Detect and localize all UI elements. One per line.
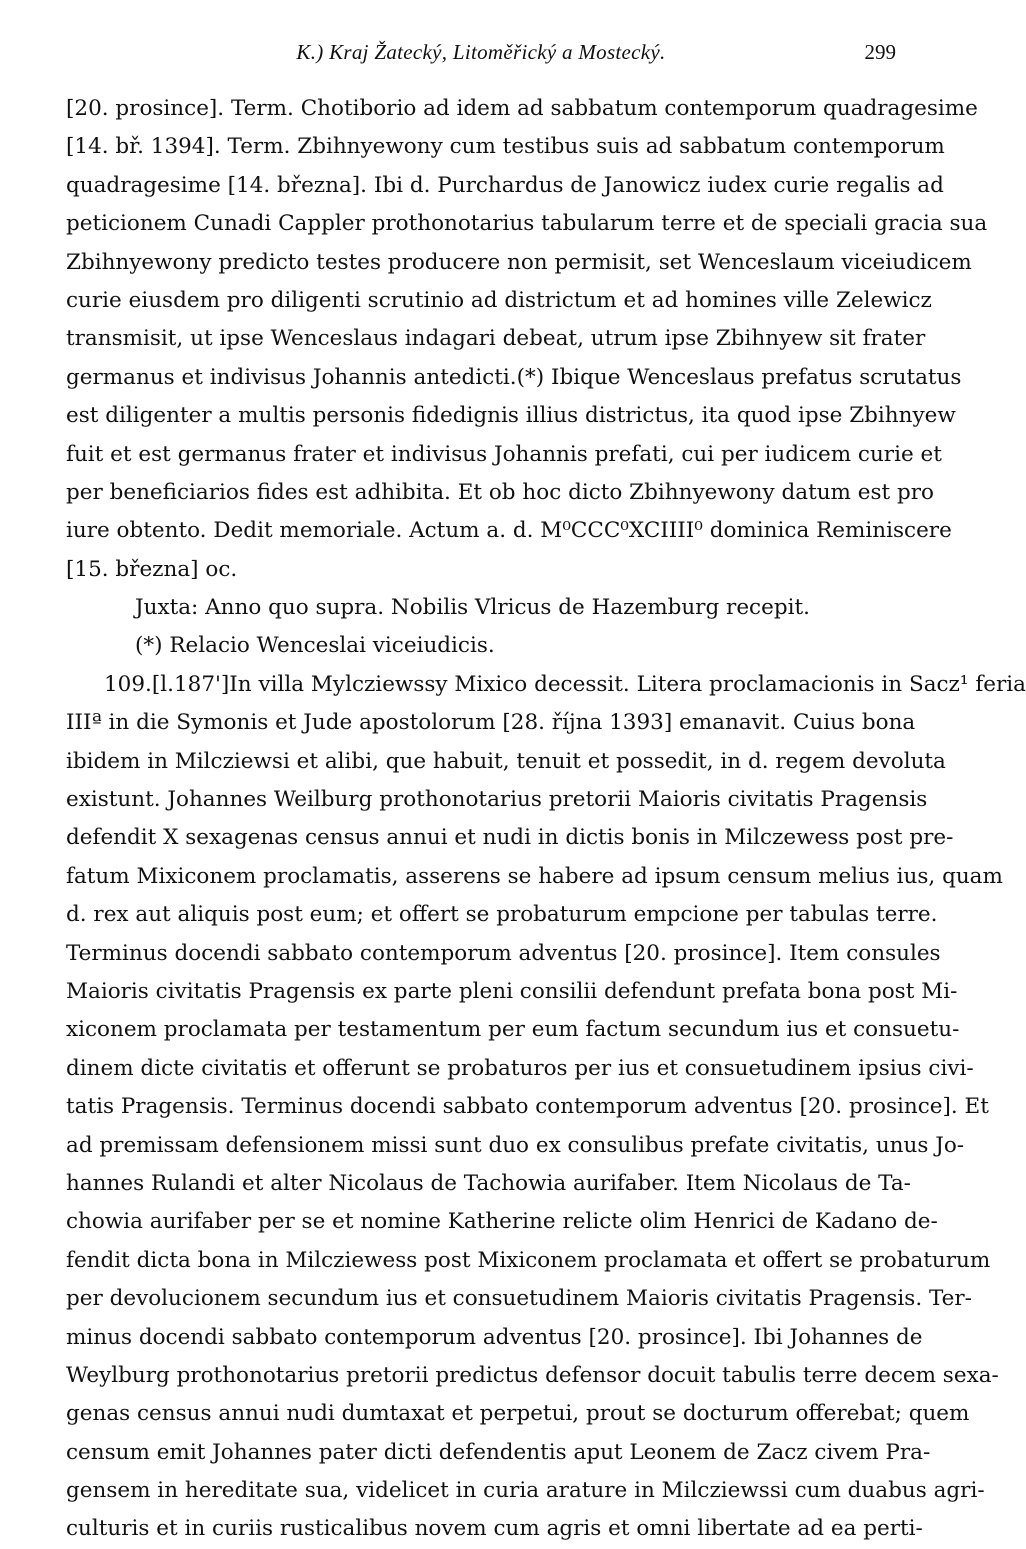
page-header [66,40,896,74]
text-line: Weylburg prothonotarius pretorii predictus defensor docuit tabulis terre decem sexa- [66,1362,999,1388]
text-line: Terminus docendi sabbato contemporum adventus [20. prosince]. Item consules [66,940,941,966]
text-line: gensem in hereditate sua, videlicet in curia arature in Milcziewssi cum duabus agri- [66,1478,985,1504]
text-line: fendit dicta bona in Milcziewess post Mixiconem proclamata et offert se probaturum [66,1247,991,1273]
text-line: [14. bř. 1394]. Term. Zbihnyewony cum testibus suis ad sabbatum contemporum [66,134,945,160]
text-line: Maioris civitatis Pragensis ex parte pleni consilii defendunt prefata bona post Mi- [66,978,958,1004]
body-text [66,90,1026,1549]
text-line: curie eiusdem pro diligenti scrutinio ad districtum et ad homines ville Zelewicz [66,287,932,313]
text-line: [15. března] oc. [66,556,238,582]
text-line: [20. prosince]. Term. Chotiborio ad idem ad sabbatum contemporum quadragesime [66,96,978,121]
text-line: germanus et indivisus Johannis antedicti.(*) Ibique Wenceslaus prefatus scrutatus [66,364,962,390]
footnote-relacio: (*) Relacio Wenceslai viceiudicis. [135,633,495,659]
text-line: ad premissam defensionem missi sunt duo ex consulibus prefate civitatis, unus Jo- [66,1132,965,1158]
text-line: hannes Rulandi et alter Nicolaus de Tachowia aurifaber. Item Nicolaus de Ta- [66,1170,911,1196]
text-line: culturis et in curiis rusticalibus novem cum agris et omni libertate ad ea perti- [66,1516,923,1542]
text-line: genas census annui nudi dumtaxat et perpetui, prout se docturum offerebat; quem [66,1401,970,1427]
text-line: est diligenter a multis personis fidedignis illius districtus, ita quod ipse Zbihnyew [66,403,956,429]
text-line: tatis Pragensis. Terminus docendi sabbato contemporum adventus [20. prosince]. Et [66,1094,989,1120]
running-title: K.) Kraj Žatecký, Litoměřický a Mostecký. [296,40,666,64]
entry-109-start: 109.[l.187']In villa Mylcziewssy Mixico decessit. Litera proclamacionis in Sacz¹ feria [104,671,1026,697]
text-line: ibidem in Milcziewsi et alibi, que habuit, tenuit et possedit, in d. regem devoluta [66,748,946,774]
text-line: IIIª in die Symonis et Jude apostolorum [28. října 1393] emanavit. Cuius bona [66,710,916,736]
text-line: peticionem Cunadi Cappler prothonotarius tabularum terre et de speciali gracia sua [66,211,988,237]
text-line: censum emit Johannes pater dicti defendentis aput Leonem de Zacz civem Pra- [66,1439,931,1465]
text-line: per beneficiarios fides est adhibita. Et ob hoc dicto Zbihnyewony datum est pro [66,479,934,505]
text-line: quadragesime [14. března]. Ibi d. Purchardus de Janowicz iudex curie regalis ad [66,172,944,198]
text-line: xiconem proclamata per testamentum per eum factum secundum ius et consuetu- [66,1017,960,1043]
text-line: per devolucionem secundum ius et consuetudinem Maioris civitatis Pragensis. Ter- [66,1286,972,1312]
text-line: defendit X sexagenas census annui et nudi in dictis bonis in Milczewess post pre- [66,825,954,851]
text-line: fuit et est germanus frater et indivisus Johannis prefati, cui per iudicem curie et [66,441,942,467]
text-line: chowia aurifaber per se et nomine Katherine relicte olim Henrici de Kadano de- [66,1209,938,1235]
juxta-note: Juxta: Anno quo supra. Nobilis Vlricus de Hazemburg recepit. [135,595,810,621]
text-line: fatum Mixiconem proclamatis, asserens se habere ad ipsum censum melius ius, quam [66,863,1003,889]
text-line: d. rex aut aliquis post eum; et offert se probaturum empcione per tabulas terre. [66,902,938,928]
text-line: iure obtento. Dedit memoriale. Actum a. d. M⁰CCC⁰XCIIII⁰ dominica Reminiscere [66,518,952,544]
page-number: 299 [864,40,896,64]
text-line: dinem dicte civitatis et offerunt se probaturos per ius et consuetudinem ipsius civi- [66,1055,974,1081]
text-line: Zbihnyewony predicto testes producere non permisit, set Wenceslaum viceiudicem [66,249,972,275]
text-line: existunt. Johannes Weilburg prothonotarius pretorii Maioris civitatis Pragensis [66,787,928,813]
text-line: transmisit, ut ipse Wenceslaus indagari debeat, utrum ipse Zbihnyew sit frater [66,326,926,352]
text-line: minus docendi sabbato contemporum adventus [20. prosince]. Ibi Johannes de [66,1324,923,1350]
